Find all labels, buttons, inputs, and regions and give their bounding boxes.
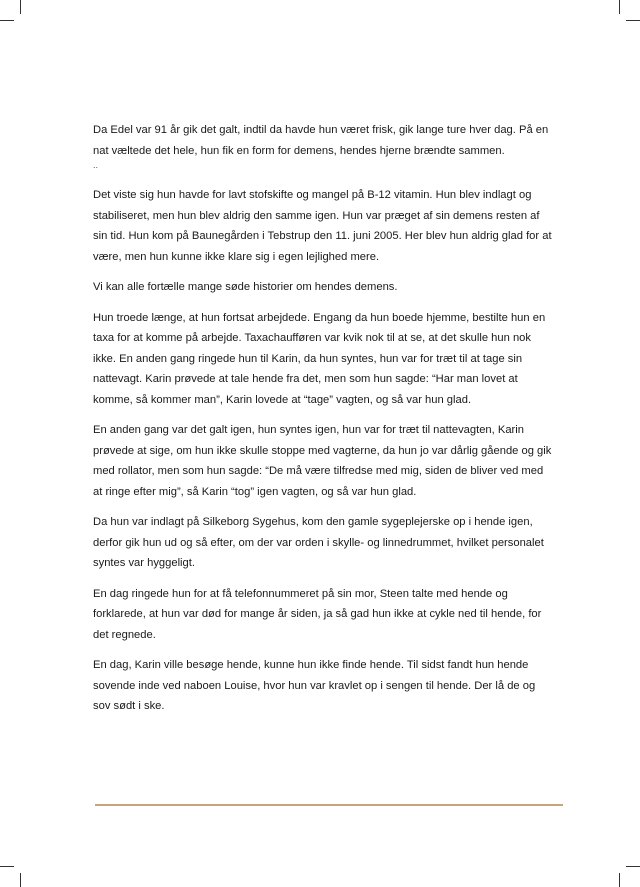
crop-mark-bl-v <box>20 873 21 887</box>
paragraph: En anden gang var det galt igen, hun syntes igen, hun var for træt til nattevagten, Karin prøvede at sige, om hun ikke skulle stoppe med vagterne, da hun jo var dårlig gående og gik med rollator, men som hun sagde: “De må være tilfredse med mig, siden de bliver ved med at ringe efter mig”, så Karin “tog” igen vagten, og så var hun glad. <box>93 424 552 498</box>
document-body <box>93 120 555 727</box>
paragraph: Da Edel var 91 år gik det galt, indtil da havde hun været frisk, gik lange ture hver dag. På en nat væltede det hele, hun fik en form for demens, hendes hjerne brændte sammen. <box>93 124 549 157</box>
paragraph: Det viste sig hun havde for lavt stofskifte og mangel på B-12 vitamin. Hun blev indlagt og stabiliseret, men hun blev aldrig den samme igen. Hun var præget af sin demens resten af sin tid. Hun kom på Baunegården i Tebstrup den 11. juni 2005. Her blev hun aldrig glad for at være, men hun kunne ikke klare sig i egen lejlighed mere. <box>93 189 552 263</box>
crop-mark-br-v <box>619 873 620 887</box>
footer-rule <box>95 804 563 806</box>
paragraph: Vi kan alle fortælle mange søde historier om hendes demens. <box>93 281 398 293</box>
crop-mark-br-h <box>626 866 640 867</box>
crop-mark-tl-v <box>20 0 21 14</box>
crop-mark-tl-h <box>0 20 14 21</box>
stray-mark: .. <box>93 160 99 170</box>
paragraph: Da hun var indlagt på Silkeborg Sygehus, kom den gamle sygeplejerske op i hende igen, derfor gik hun ud og så efter, om der var orden i skylle- og linnedrummet, hvilket personalet syntes var hyggeligt. <box>93 516 544 569</box>
paragraph: En dag ringede hun for at få telefonnummeret på sin mor, Steen talte med hende og forklarede, at hun var død for mange år siden, ja så gad hun ikke at cykle ned til hende, for det regnede. <box>93 587 542 641</box>
paragraph: En dag, Karin ville besøge hende, kunne hun ikke finde hende. Til sidst fandt hun hende sovende inde ved naboen Louise, hvor hun var kravlet op i sengen til hende. Der lå de og sov sødt i ske. <box>93 659 536 712</box>
crop-mark-tr-v <box>619 0 620 14</box>
crop-mark-tr-h <box>626 20 640 21</box>
crop-mark-bl-h <box>0 866 14 867</box>
paragraph: Hun troede længe, at hun fortsat arbejdede. Engang da hun boede hjemme, bestilte hun en taxa for at komme på arbejde. Taxachaufføren var kvik nok til at se, at det skulle hun nok ikke. En anden gang ringede hun til Karin, da hun syntes, hun var for træt til at tage sin nattevagt. Karin prøvede at tale hende fra det, men som hun sagde: “Har man lovet at komme, så kommer man”, Karin lovede at “tage” vagten, og så var hun glad. <box>93 311 546 406</box>
